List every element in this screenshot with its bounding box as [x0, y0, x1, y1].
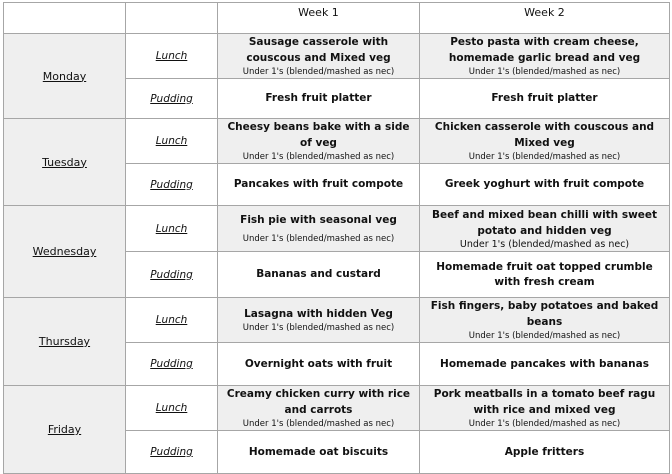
dish-cell — [420, 34, 670, 79]
lunch-label: Lunch — [155, 402, 188, 414]
thursday-lunch-row — [4, 298, 670, 343]
pudding-name: Apple fritters — [504, 445, 585, 458]
dish-cell — [420, 164, 670, 206]
wednesday-lunch-row — [4, 206, 670, 252]
lunch-label: Lunch — [155, 314, 188, 326]
dish-note: Under 1's (blended/mashed as nec) — [468, 152, 621, 162]
pudding-name: Homemade fruit oat topped crumble with fresh cream — [436, 260, 653, 288]
meal-label-cell — [126, 206, 218, 252]
pudding-label: Pudding — [150, 268, 193, 281]
dish-cell — [218, 431, 420, 474]
dish-name: Pork meatballs in a tomato beef ragu with rice and mixed veg — [433, 388, 656, 416]
dish-cell — [218, 206, 420, 252]
pudding-name: Overnight oats with fruit — [244, 357, 393, 370]
lunch-label: Lunch — [155, 135, 188, 147]
meal-label-cell — [126, 431, 218, 474]
day-label: Tuesday — [42, 155, 87, 169]
dish-name: Sausage casserole with couscous and Mixed veg — [246, 36, 391, 64]
corner-cell — [126, 3, 218, 34]
dish-cell — [420, 79, 670, 119]
dish-note: Under 1's (blended/mashed as nec) — [468, 419, 621, 429]
dish-cell — [420, 298, 670, 343]
lunch-label: Lunch — [155, 50, 188, 62]
dish-cell — [218, 386, 420, 431]
pudding-label: Pudding — [150, 178, 193, 191]
dish-cell — [218, 252, 420, 298]
week2-header: Week 2 — [420, 3, 670, 34]
dish-note: Under 1's (blended/mashed as nec) — [242, 323, 395, 333]
dish-name: Lasagna with hidden Veg — [244, 308, 393, 320]
day-cell-wednesday — [4, 206, 126, 298]
dish-cell — [218, 164, 420, 206]
dish-note: Under 1's (blended/mashed as nec) — [242, 67, 395, 77]
pudding-name: Pancakes with fruit compote — [233, 178, 404, 190]
lunch-label: Lunch — [155, 222, 188, 235]
day-cell-thursday — [4, 298, 126, 386]
dish-cell — [218, 343, 420, 386]
pudding-label: Pudding — [150, 92, 193, 105]
dish-name: Cheesy beans bake with a side of veg — [227, 121, 410, 149]
dish-note: Under 1's (blended/mashed as nec) — [468, 67, 621, 77]
day-label: Friday — [47, 423, 82, 436]
dish-cell — [420, 206, 670, 252]
meal-label-cell — [126, 79, 218, 119]
meal-label-cell — [126, 119, 218, 164]
monday-lunch-row — [4, 34, 670, 79]
dish-cell — [420, 386, 670, 431]
pudding-label: Pudding — [150, 446, 193, 458]
dish-note: Under 1's (blended/mashed as nec) — [459, 238, 630, 250]
pudding-name: Bananas and custard — [256, 268, 381, 280]
dish-name: Fish pie with seasonal veg — [240, 214, 397, 226]
pudding-label: Pudding — [150, 358, 193, 370]
dish-cell — [420, 343, 670, 386]
pudding-name: Fresh fruit platter — [265, 92, 372, 104]
dish-cell — [420, 431, 670, 474]
day-label: Thursday — [38, 335, 91, 348]
meal-label-cell — [126, 386, 218, 431]
friday-lunch-row — [4, 386, 670, 431]
tuesday-lunch-row — [4, 119, 670, 164]
dish-name: Pesto pasta with cream cheese, homemade garlic bread and veg — [448, 36, 641, 64]
meal-label-cell — [126, 164, 218, 206]
day-cell-tuesday — [4, 119, 126, 206]
dish-note: Under 1's (blended/mashed as nec) — [242, 419, 395, 429]
pudding-name: Fresh fruit platter — [491, 92, 598, 104]
dish-name: Beef and mixed bean chilli with sweet potato and hidden veg — [431, 208, 658, 237]
week1-header: Week 1 — [218, 3, 420, 34]
meal-label-cell — [126, 343, 218, 386]
pudding-name: Homemade pancakes with bananas — [440, 357, 649, 370]
corner-cell — [4, 3, 126, 34]
dish-note: Under 1's (blended/mashed as nec) — [242, 152, 395, 162]
dish-cell — [218, 298, 420, 343]
day-cell-monday — [4, 34, 126, 119]
day-label: Wednesday — [32, 245, 97, 258]
pudding-name: Greek yoghurt with fruit compote — [444, 178, 645, 190]
dish-cell — [420, 119, 670, 164]
dish-name: Fish fingers, baby potatoes and baked beans — [430, 300, 659, 328]
dish-cell — [218, 119, 420, 164]
dish-cell — [218, 34, 420, 79]
meal-label-cell — [126, 252, 218, 298]
dish-name: Creamy chicken curry with rice and carrots — [226, 388, 411, 416]
day-label: Monday — [42, 69, 87, 83]
menu-table — [3, 2, 670, 474]
dish-cell — [218, 79, 420, 119]
meal-label-cell — [126, 298, 218, 343]
day-cell-friday — [4, 386, 126, 474]
dish-note: Under 1's (blended/mashed as nec) — [468, 331, 621, 341]
pudding-name: Homemade oat biscuits — [248, 445, 389, 458]
meal-label-cell — [126, 34, 218, 79]
dish-cell — [420, 252, 670, 298]
dish-note: Under 1's (blended/mashed as nec) — [242, 234, 395, 244]
dish-name: Chicken casserole with couscous and Mixed veg — [434, 121, 655, 149]
header-row — [4, 3, 670, 34]
